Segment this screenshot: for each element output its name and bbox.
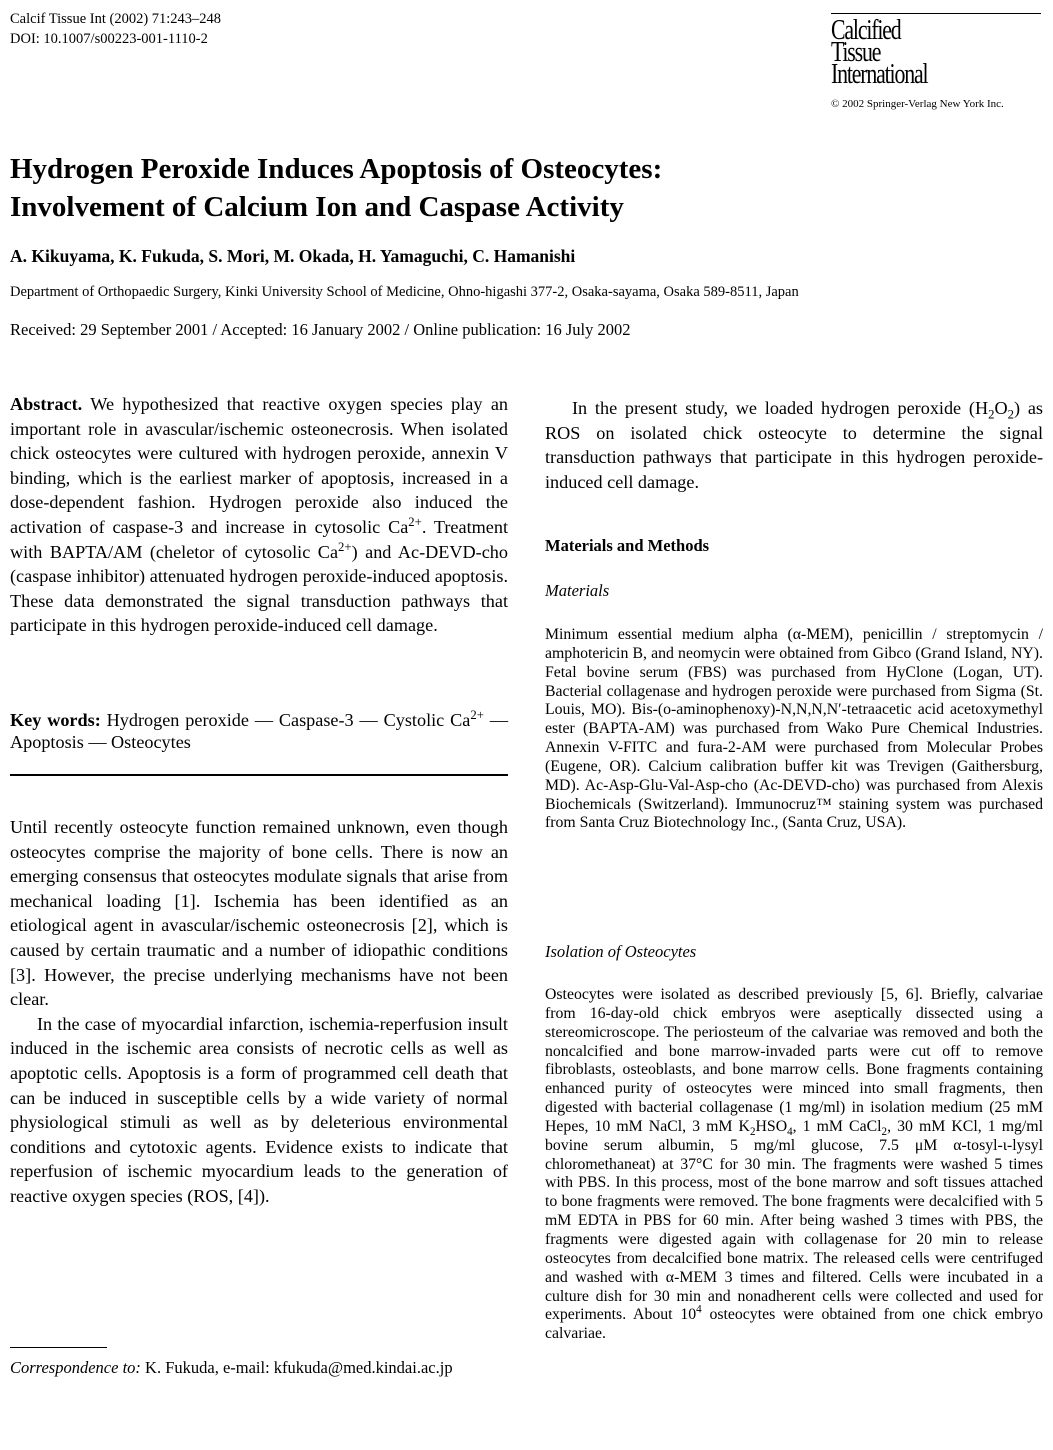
keywords-text-a: Hydrogen peroxide — Caspase-3 — Cystolic Ca bbox=[106, 710, 471, 730]
abstract-text-c: ) and Ac-DEVD-cho (caspase inhibitor) attenuated hydrogen peroxide-induced apoptosis. These data demonstrated the signal transduction pathways that participate in this hydrogen peroxide-induced cell damage. bbox=[10, 541, 508, 636]
keywords-text-b: — Apoptosis — Osteocytes bbox=[10, 710, 509, 752]
abstract-divider bbox=[10, 774, 508, 776]
introduction bbox=[10, 815, 508, 1209]
subheading-materials: Materials bbox=[545, 581, 610, 600]
affiliation: Department of Orthopaedic Surgery, Kinki University School of Medicine, Ohno-higashi 377-2, Osaka-sayama, Osaka 589-8511, Japan bbox=[10, 284, 799, 300]
copyright: © 2002 Springer-Verlag New York Inc. bbox=[831, 98, 1004, 110]
present-text-a: In the present study, we loaded hydrogen peroxide (H bbox=[572, 398, 989, 418]
keywords bbox=[10, 709, 508, 753]
intro-paragraph-2: In the case of myocardial infarction, ischemia-reperfusion insult induced in the ischemic area consists of necrotic cells as well as apoptotic cells. Apoptosis is a form of programmed cell death that can be induced in susceptible cells by a wide variety of normal physiological stimuli as well as by deleterious environmental conditions and cytotoxic agents. Evidence exists to indicate that reperfusion of ischemic myocardium leads to the generation of reactive oxygen species (ROS, [4]). bbox=[10, 1013, 508, 1206]
abstract-sup-a: 2+ bbox=[408, 514, 422, 529]
logo-word-1: Calcified bbox=[831, 15, 901, 46]
logo-word-3: International bbox=[831, 59, 928, 90]
title-line-1: Hydrogen Peroxide Induces Apoptosis of Osteocytes: bbox=[10, 153, 663, 185]
footnote-rule bbox=[10, 1347, 107, 1348]
isolation-paragraph bbox=[545, 986, 1043, 1344]
isolation-text-b: HSO bbox=[755, 1117, 788, 1135]
materials-paragraph: Minimum essential medium alpha (α-MEM), penicillin / streptomycin / amphotericin B, and neomycin were obtained from Gibco (Grand Island, NY). Fetal bovine serum (FBS) was purchased from HyClone (Logan, UT). Bacterial collagenase and hydrogen peroxide were purchased from Sigma (St. Louis, MO). Bis-(o-aminophenoxy)-N,N,N,N′-tetraacetic acid acetoxymethyl ester (BAPTA-AM) was purchased from Wako Pure Chemical Industries. Annexin V-FITC and fura-2-AM were purchased from Molecular Probes (Eugene, OR). Calcium calibration buffer kit was Trevigen (Gaithersburg, MD). Ac-Asp-Glu-Val-Asp-cho (Ac-DEVD-cho) was purchased from Alexis Biochemicals (Switzerland). Immunocruz™ staining system was purchased from Santa Cruz Biotechnology Inc., (Santa Cruz, USA). bbox=[545, 626, 1043, 832]
abstract-sup-b: 2+ bbox=[338, 539, 352, 554]
isolation-text-e: osteocytes were obtained from one chick embryo calvariae. bbox=[545, 1306, 1044, 1343]
keywords-label: Key words: bbox=[10, 710, 101, 730]
journal-citation: Calcif Tissue Int (2002) 71:243–248 bbox=[10, 11, 222, 27]
doi: DOI: 10.1007/s00223-001-1110-2 bbox=[10, 31, 208, 47]
isolation-text-d: , 30 mM KCl, 1 mg/ml bovine serum albumin, 5 mg/ml glucose, 7.5 μM α-tosyl-ι-lysyl chloromethaneat) at 37°C for 30 min. The fragments were washed 5 times with PBS. In this process, most of the bone marrow and soft tissues attached to bone fragments were removed. The bone fragments were decalcified with 5 mM EDTA in PBS for 60 min. After being washed 3 times with PBS, the fragments were digested again with collagenase for 20 min to release osteocytes from decalcified bone matrix. The released cells were centrifuged and washed with α-MEM 3 times and filtered. Cells were incubated in a culture dish for 30 min and nonadherent cells were collected and used for experiments. About 10 bbox=[545, 1117, 1043, 1324]
journal-logo bbox=[831, 13, 1041, 110]
present-study-paragraph bbox=[545, 396, 1043, 494]
present-sub-2: 2 bbox=[1007, 407, 1014, 422]
publication-dates: Received: 29 September 2001 / Accepted: 16 January 2002 / Online publication: 16 July 2002 bbox=[10, 320, 631, 339]
journal-reference bbox=[10, 9, 221, 49]
subheading-isolation: Isolation of Osteocytes bbox=[545, 942, 697, 961]
keywords-sup: 2+ bbox=[470, 707, 484, 722]
abstract-text-b: . Treatment with BAPTA/AM (cheletor of cytosolic Ca bbox=[10, 516, 508, 562]
section-heading-methods: Materials and Methods bbox=[545, 536, 710, 555]
abstract-text-a: We hypothesized that reactive oxygen species play an important role in avascular/ischemic osteonecrosis. When isolated chick osteocytes were cultured with hydrogen peroxide, annexin V binding, which is the earliest marker of apoptosis, increased in a dose-dependent fashion. Hydrogen peroxide also induced the activation of caspase-3 and increase in cytosolic Ca bbox=[10, 394, 508, 537]
abstract bbox=[10, 392, 508, 638]
intro-paragraph-1: Until recently osteocyte function remained unknown, even though osteocytes comprise the majority of bone cells. There is now an emerging consensus that osteocytes modulate signals that arise from mechanical loading [1]. Ischemia has been identified as an etiological agent in avascular/ischemic osteonecrosis [2], which is caused by certain traumatic and a number of idiopathic conditions [3]. However, the precise underlying mechanisms have not been clear. bbox=[10, 817, 508, 1010]
isolation-sub-2: 4 bbox=[787, 1126, 793, 1139]
isolation-sub-1: 2 bbox=[749, 1126, 756, 1139]
present-sub-1: 2 bbox=[988, 407, 995, 422]
correspondence-text: K. Fukuda, e-mail: kfukuda@med.kindai.ac.jp bbox=[145, 1358, 453, 1377]
present-text-b: O bbox=[994, 398, 1008, 418]
correspondence bbox=[10, 1358, 508, 1378]
isolation-sup: 4 bbox=[696, 1304, 702, 1317]
correspondence-label: Correspondence to: bbox=[10, 1358, 141, 1377]
isolation-sub-3: 2 bbox=[881, 1126, 888, 1139]
authors: A. Kikuyama, K. Fukuda, S. Mori, M. Okada, H. Yamaguchi, C. Hamanishi bbox=[10, 246, 576, 266]
isolation-text-c: , 1 mM CaCl bbox=[792, 1117, 882, 1135]
logo-rule bbox=[831, 13, 1041, 14]
abstract-label: Abstract. bbox=[10, 394, 83, 414]
logo-word-2: Tissue bbox=[831, 37, 881, 68]
title-line-2: Involvement of Calcium Ion and Caspase Activity bbox=[10, 191, 624, 223]
isolation-text-a: Osteocytes were isolated as described previously [5, 6]. Briefly, calvariae from 16-day-old chick embryos were aseptically dissected using a stereomicroscope. The periosteum of the calvariae was removed and both the noncalcified and bone marrow-invaded parts were cut off to remove fibroblasts, osteoblasts, and bone marrow cells. Bone fragments containing enhanced purity of osteocytes were minced into small fragments, then digested with bacterial collagenase (1 mg/ml) in isolation medium (25 mM Hepes, 10 mM NaCl, 3 mM K bbox=[545, 986, 1043, 1135]
paper-title bbox=[10, 150, 910, 226]
present-text-c: ) as ROS on isolated chick osteocyte to determine the signal transduction pathways that participate in this hydrogen peroxide-induced cell damage. bbox=[545, 398, 1043, 492]
